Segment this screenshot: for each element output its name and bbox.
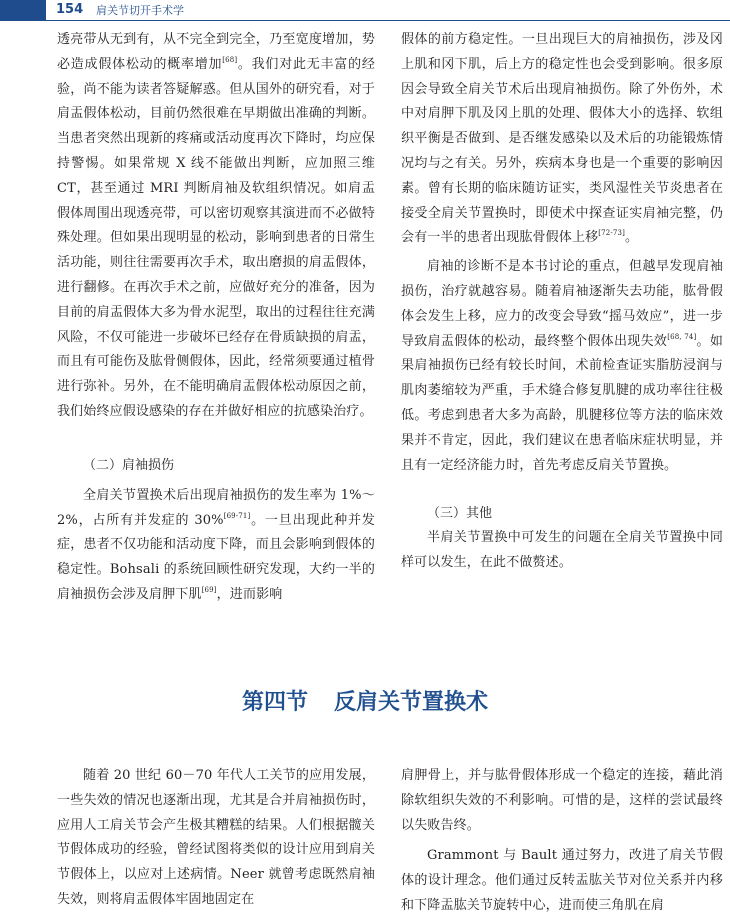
section-title: 反肩关节置换术: [334, 690, 489, 715]
left-column-top: [57, 28, 375, 608]
paragraph: 肩胛骨上，并与肱骨假体形成一个稳定的连接，藉此消除软组织失效的不利影响。可惜的是，这样的尝试最终以失败告终。: [401, 768, 723, 833]
right-column-top: [401, 28, 723, 576]
citation: [69-71]: [223, 511, 251, 520]
right-column-bottom: [401, 764, 723, 919]
paragraph: [401, 255, 723, 478]
text-span: 。如果肩袖损伤已经有较长时间，术前检查证实脂肪浸润与肌肉萎缩较为严重，手术缝合修复肌腱的成功率往往极低。考虑到患者大多为高龄，肌腱移位等方法的临床效果并不肯定，因此，我们建议在患者临床症状明显，并且有一定经济能力时，首先考虑反肩关节置换。: [401, 333, 723, 473]
header-accent-block: [0, 0, 46, 20]
subheading-other: （三）其他: [427, 506, 493, 522]
subheading-rotator-cuff: （二）肩袖损伤: [83, 457, 175, 473]
text-span: 。: [624, 230, 639, 246]
running-title: 肩关节切开手术学: [96, 4, 184, 17]
paragraph: [57, 28, 375, 425]
citation: [72-73]: [598, 229, 625, 238]
text-span: 透亮带从无到有，从不完全到完全，乃至宽度增加，势必造成假体松动的概率增加: [57, 32, 375, 72]
section-number: 第四节: [241, 690, 308, 715]
header-rule: [0, 20, 730, 21]
citation: [69]: [201, 585, 217, 594]
left-column-bottom: [57, 764, 375, 913]
paragraph: [401, 28, 723, 251]
text-span: 假体的前方稳定性。一旦出现巨大的肩袖损伤，涉及冈上肌和冈下肌，后上方的稳定性也会受到影响。很多原因会导致全肩关节术后出现肩袖损伤。除了外伤外，术中对肩胛下肌及冈上肌的处理、假体大小的选择、软组织平衡是否做到、是否继发感染以及术后的功能锻炼情况均与之有关。另外，疾病本身也是一个重要的影响因素。曾有长期的临床随访证实，类风湿性关节炎患者在接受全肩关节置换时，即使术中探查证实肩袖完整，仍会有一半的患者出现肱骨假体上移: [401, 32, 723, 246]
paragraph: 随着 20 世纪 60－70 年代人工关节的应用发展，一些失效的情况也逐渐出现，尤其是合并肩袖损伤时，应用人工肩关节会产生极其糟糕的结果。人们根据髋关节假体成功的经验，曾经试图将类似的设计应用到肩关节假体上，以应对上述病情。Neer 就曾考虑既然肩袖失效，则将肩盂假体牢固地固定在: [57, 768, 375, 907]
paragraph: [57, 484, 375, 608]
text-span: 全肩关节置换术后出现肩袖损伤的发生率为 1%～2%，占所有并发症的 30%: [57, 487, 375, 528]
text-span: 。一旦出现此种并发症，患者不仅功能和活动度下降，而且会影响到假体的稳定性。Bohsali 的系统回顾性研究发现，大约一半的肩袖损伤会涉及肩胛下肌: [57, 512, 375, 602]
paragraph: Grammont 与 Bault 通过努力，改进了肩关节假体的设计理念。他们通过反转盂肱关节对位关系并内移和下降盂肱关节旋转中心，进而使三角肌在肩: [401, 848, 723, 913]
text-span: 肩袖的诊断不是本书讨论的重点，但越早发现肩袖损伤，治疗就越容易。随着肩袖逐渐失去功能，肱骨假体会发生上移，应力的改变会导致“摇马效应”，进一步导致肩盂假体的松动，最终整个假体出现失效: [401, 259, 723, 349]
text-span: ，进而影响: [216, 586, 283, 602]
citation: [68]: [222, 55, 238, 64]
citation: [68, 74]: [667, 332, 697, 341]
section-heading: [0, 688, 730, 718]
text-span: 。我们对此无丰富的经验，尚不能为读者答疑解惑。但从国外的研究看，对于肩盂假体松动，目前仍然很难在早期做出准确的判断。当患者突然出现新的疼痛或活动度再次下降时，均应保持警惕。如果常规 X 线不能做出判断，应加照三维 CT，甚至通过 MRI 判断肩袖及软组织情况。如肩盂假体周围出现透亮带，可以密切观察其演进而不必做特殊处理。但如果出现明显的松动，影响到患者的日常生活功能，则往往需要再次手术，取出磨损的肩盂假体，进行翻修。在再次手术之前，应做好充分的准备，因为目前的肩盂假体大多为骨水泥型，取出的过程往往充满风险，不仅可能进一步破坏已经存在骨质缺损的肩盂，而且有可能伤及肱骨侧假体，因此，经常须要通过植骨进行弥补。另外，在不能明确肩盂假体松动原因之前，我们始终应假设感染的存在并做好相应的抗感染治疗。: [57, 56, 375, 419]
page-number: 154: [56, 2, 84, 17]
paragraph: 半肩关节置换中可发生的问题在全肩关节置换中同样可以发生，在此不做赘述。: [401, 530, 723, 571]
